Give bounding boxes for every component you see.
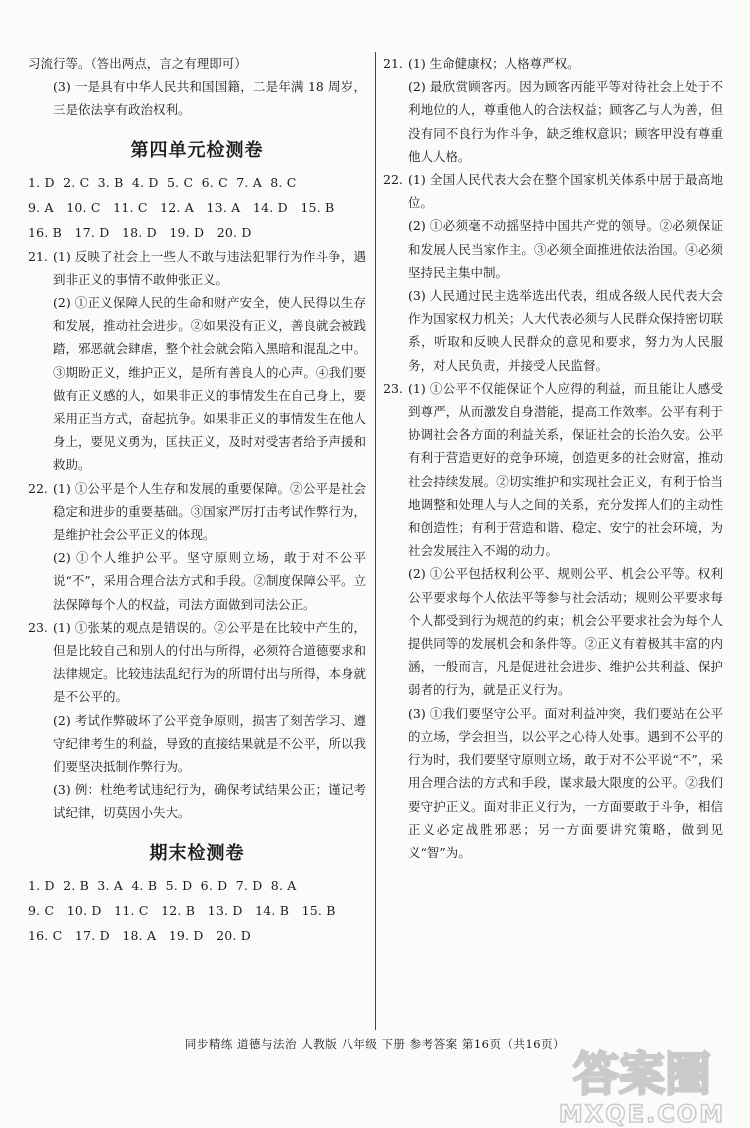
final-question-22 (383, 168, 723, 377)
answer-part: (1) 反映了社会上一些人不敢与违法犯罪行为作斗争，遇到非正义的事情不敢伸张正义。 (53, 248, 366, 287)
final-exam-title: 期末检测卷 (149, 842, 245, 864)
unit4-mc-row: 9. A 10. C 11. C 12. A 13. A 14. D 15. B (28, 199, 335, 215)
question-number: 21. (28, 248, 48, 264)
answer-part: (1) ①张某的观点是错误的。②公平是在比较中产生的，但是比较自己和别人的付出与所得，必须符合道德要求和法律规定。比较违法乱纪行为的所谓付出与所得，本身就是不公平的。 (53, 619, 366, 705)
answer-part: (1) 全国人民代表大会在整个国家机关体系中居于最高地位。 (408, 172, 723, 211)
answer-part: (1) ①公平是个人生存和发展的重要保障。②公平是社会稳定和进步的重要基础。③国家严厉打击考试作弊行为，是维护社会公平正义的体现。 (53, 480, 366, 543)
answer-part: (3) 例：杜绝考试违纪行为，确保考试结果公正；谨记考试纪律，切莫因小失大。 (53, 782, 366, 821)
final-mc-row: 1. D 2. B 3. A 4. B 5. D 6. D 7. D 8. A (28, 877, 297, 893)
unit4-mc-row: 16. B 17. D 18. D 19. D 20. D (28, 224, 252, 240)
unit4-question-22 (28, 477, 366, 616)
final-question-21 (383, 52, 723, 168)
final-question-23 (383, 377, 723, 864)
answer-part: (1) ①公平不仅能保证个人应得的利益，而且能让人感受到尊严，从而激发自身潜能，提高工作效率。公平有利于协调社会各方面的利益关系，保证社会的长治久安。公平有利于营造更好的竞争环境，创造更多的社会财富，推动社会持续发展。②切实维护和实现社会正义，有利于恰当地调整和处理人与人之间的关系，充分发挥人们的主动性和创造性；有利于营造和谐、稳定、安宁的社会环境，为社会发展注入不竭的动力。 (408, 380, 723, 559)
final-mc-row: 16. C 17. D 18. A 19. D 20. D (28, 927, 252, 943)
answer-part: (2) ①公平包括权利公平、规则公平、机会公平等。权利公平要求每个人依法平等参与社会活动；规则公平要求每个人都受到行为规范的约束；机会公平要求社会为每个人提供同等的发展机会和条件等。②正义有着极其丰富的内涵，一般而言，凡是促进社会进步、维护公共利益、保护弱者的行为，就是正义行为。 (408, 566, 723, 698)
answer-part: (3) ①我们要坚守公平。面对利益冲突，我们要站在公平的立场，学会担当，以公平之心待人处事。遇到不公平的行为时，我们要坚守原则立场，敢于对不公平说“不”，采用合理合法的方式和手段，谋求最大限度的公平。②我们要守护正义。面对非正义行为，一方面要敢于斗争，相信正义必定战胜邪恶；另一方面要讲究策略，做到见义“智”为。 (408, 705, 723, 860)
question-number: 23. (28, 619, 48, 635)
right-column (383, 52, 723, 864)
watermark-main-text: 答案圈 (573, 1047, 711, 1101)
unit4-question-23 (28, 616, 366, 825)
answer-part: (2) 考试作弊破坏了公平竞争原则，损害了刻苦学习、遵守纪律考生的利益，导致的直接结果就是不公平，所以我们要坚决抵制作弊行为。 (53, 712, 366, 775)
answer-part: (2) ①正义保障人民的生命和财产安全，使人民得以生存和发展，推动社会进步。②如果没有正义，善良就会被践踏，邪恶就会肆虐，整个社会就会陷入黑暗和混乱之中。③期盼正义，维护正义，是所有善良人的心声。④我们要做有正义感的人，如果非正义的事情发生在自己身上，要采用正当方式，奋起抗争。如果非正义的事情发生在他人身上，要见义勇为，匡扶正义，及时对受害者给予声援和救助。 (53, 295, 366, 473)
question-number: 21. (383, 56, 403, 71)
intro-answer-3: (3) 一是具有中华人民共和国国籍，二是年满 18 周岁，三是依法享有政治权利。 (53, 79, 366, 118)
answer-part: (2) ①必须毫不动摇坚持中国共产党的领导。②必须保证和发展人民当家作主。③必须全面推进依法治国。④必须坚持民主集中制。 (408, 218, 723, 280)
final-mc-row: 9. C 10. D 11. C 12. B 13. D 14. B 15. B (28, 902, 336, 918)
unit4-title: 第四单元检测卷 (130, 139, 264, 161)
question-number: 22. (383, 172, 403, 188)
page-footer: 同步精练 道德与法治 人教版 八年级 下册 参考答案 第16页（共16页） (184, 1037, 566, 1051)
answer-part: (2) 最欣赏顾客丙。因为顾客丙能平等对待社会上处于不利地位的人，尊重他人的合法权益；顾客乙与人为善，但没有同不良行为作斗争，缺乏维权意识；顾客甲没有尊重他人人格。 (408, 79, 723, 164)
intro-line: 习流行等。（答出两点，言之有理即可） (28, 56, 247, 71)
unit4-question-21 (28, 245, 366, 477)
unit4-mc-row: 1. D 2. C 3. B 4. D 5. C 6. C 7. A 8. C (28, 174, 297, 190)
question-number: 22. (28, 480, 48, 496)
watermark-sub-text: MXQE.COM (558, 1100, 726, 1128)
question-number: 23. (383, 380, 403, 396)
column-divider (375, 52, 376, 1030)
left-column (28, 52, 366, 948)
answer-part: (3) 人民通过民主选举选出代表，组成各级人民代表大会作为国家权力机关；人大代表必须与人民群众保持密切联系，听取和反映人民群众的意见和要求，努力为人民服务，对人民负责，并接受人民监督。 (408, 288, 723, 373)
answer-part: (2) ①个人维护公平。坚守原则立场，敢于对不公平说“不”，采用合理合法方式和手段。②制度保障公平。立法保障每个人的权益，司法方面做到司法公正。 (53, 550, 366, 612)
answer-part: (1) 生命健康权；人格尊严权。 (408, 56, 580, 71)
